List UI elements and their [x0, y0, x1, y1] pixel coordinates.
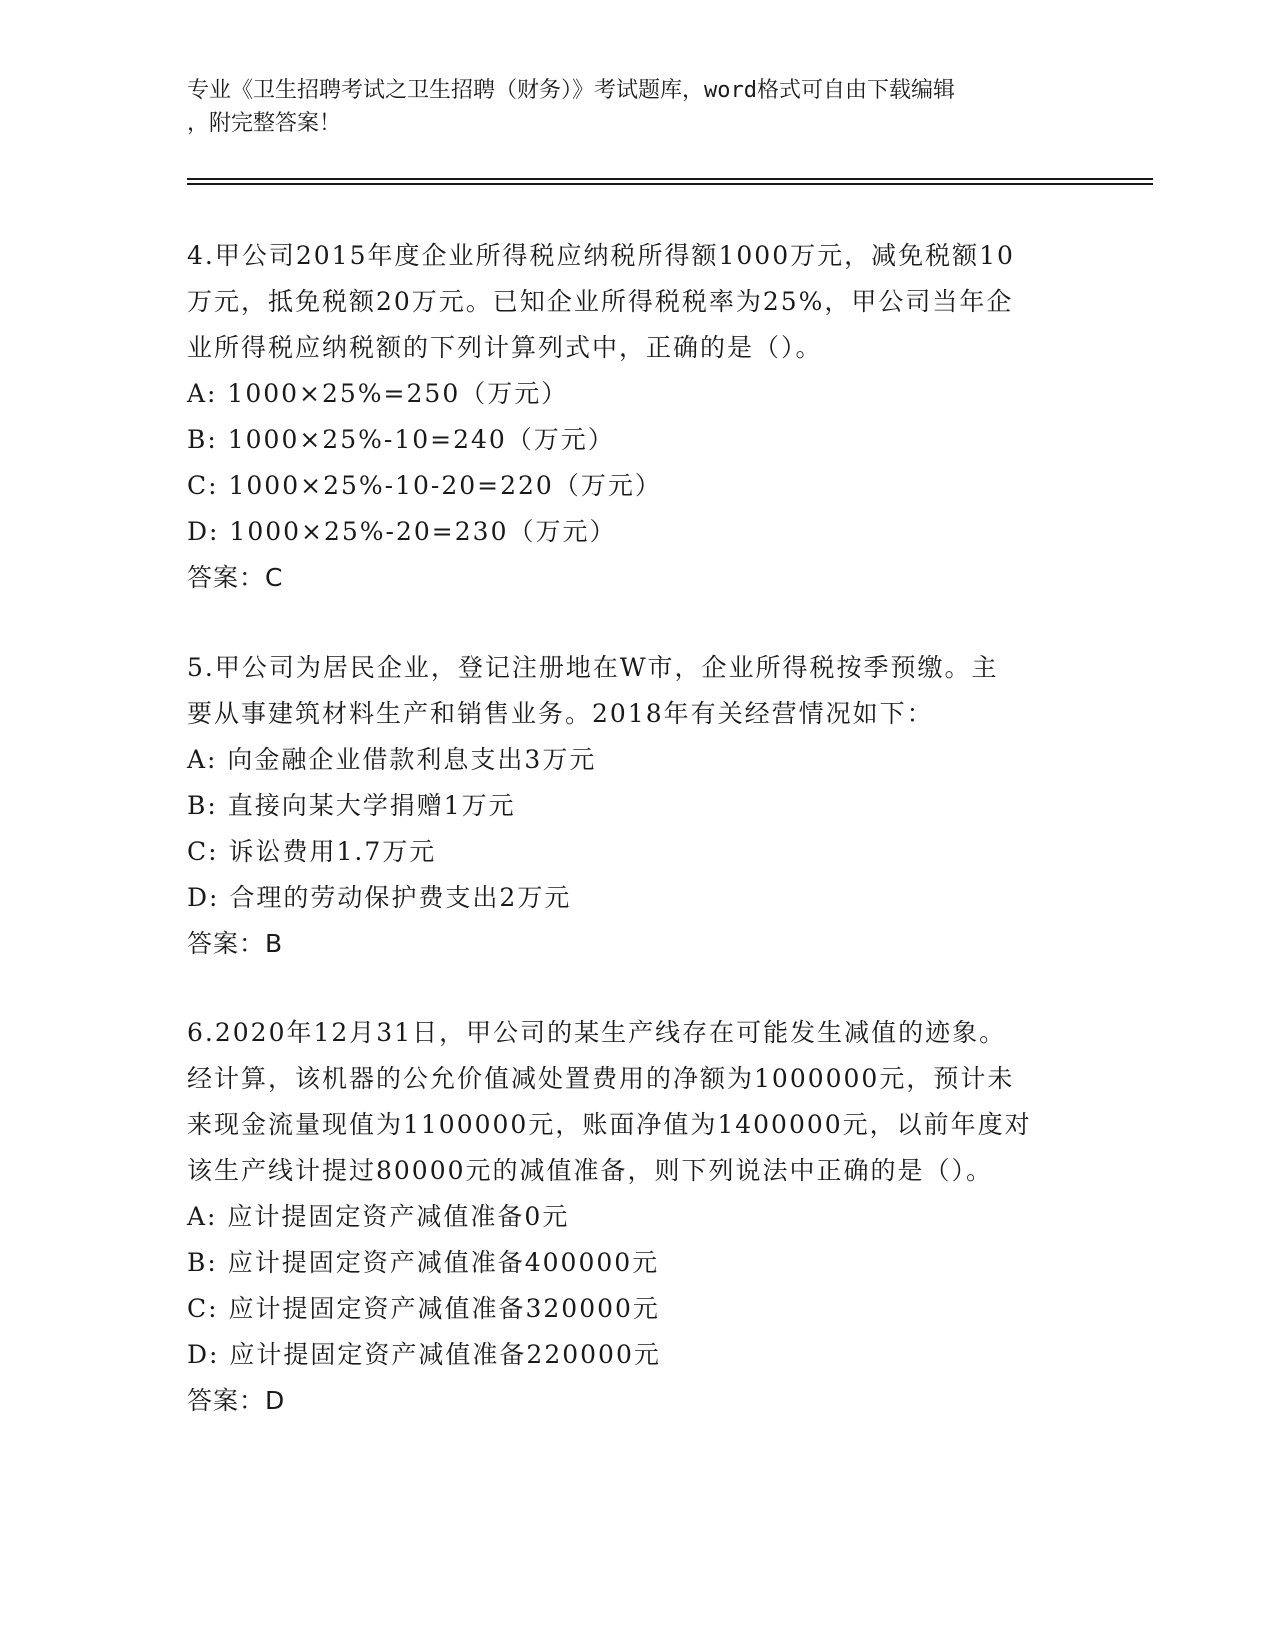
answer: 答案：B — [187, 929, 284, 958]
option-b: B: 1000×25%-10=240（万元） — [187, 425, 615, 454]
question-stem-line: 万元，抵免税额20万元。已知企业所得税税率为25%，甲公司当年企 — [187, 287, 1014, 316]
option-c: C: 诉讼费用1.7万元 — [187, 837, 437, 866]
answer: 答案：D — [187, 1386, 286, 1415]
option-c: C: 应计提固定资产减值准备320000元 — [187, 1294, 660, 1323]
question-stem-line: 5.甲公司为居民企业，登记注册地在W市，企业所得税按季预缴。主 — [187, 653, 999, 682]
question-stem-line: 经计算，该机器的公允价值减处置费用的净额为1000000元，预计未 — [187, 1064, 1015, 1093]
document-header — [187, 74, 1067, 140]
question-stem-line: 业所得税应纳税额的下列计算列式中，正确的是（）。 — [187, 333, 823, 362]
question-stem-line: 4.甲公司2015年度企业所得税应纳税所得额1000万元，减免税额10 — [187, 241, 1015, 270]
option-a: A: 1000×25%=250（万元） — [187, 379, 569, 408]
option-b: B: 应计提固定资产减值准备400000元 — [187, 1248, 660, 1277]
header-line-1: 专业《卫生招聘考试之卫生招聘（财务）》考试题库，word格式可自由下载编辑 — [187, 78, 955, 103]
option-a: A: 应计提固定资产减值准备0元 — [187, 1202, 570, 1231]
question-stem-line: 6.2020年12月31日，甲公司的某生产线存在可能发生减值的迹象。 — [187, 1018, 1007, 1047]
answer: 答案：C — [187, 563, 284, 592]
question-stem-line: 来现金流量现值为1100000元，账面净值为1400000元，以前年度对 — [187, 1110, 1032, 1139]
header-line-2: ，附完整答案！ — [187, 111, 342, 136]
question-6 — [187, 1010, 1077, 1424]
option-d: D: 应计提固定资产减值准备220000元 — [187, 1340, 661, 1369]
option-a: A: 向金融企业借款利息支出3万元 — [187, 745, 597, 774]
question-5 — [187, 645, 1077, 967]
question-stem-line: 要从事建筑材料生产和销售业务。2018年有关经营情况如下： — [187, 699, 934, 728]
header-divider-bottom — [187, 183, 1153, 185]
option-d: D: 合理的劳动保护费支出2万元 — [187, 883, 572, 912]
option-c: C: 1000×25%-10-20=220（万元） — [187, 471, 662, 500]
question-stem-line: 该生产线计提过80000元的减值准备，则下列说法中正确的是（）。 — [187, 1156, 994, 1185]
question-4 — [187, 233, 1077, 601]
header-divider-top — [187, 178, 1153, 180]
option-d: D: 1000×25%-20=230（万元） — [187, 517, 617, 546]
option-b: B: 直接向某大学捐赠1万元 — [187, 791, 516, 820]
